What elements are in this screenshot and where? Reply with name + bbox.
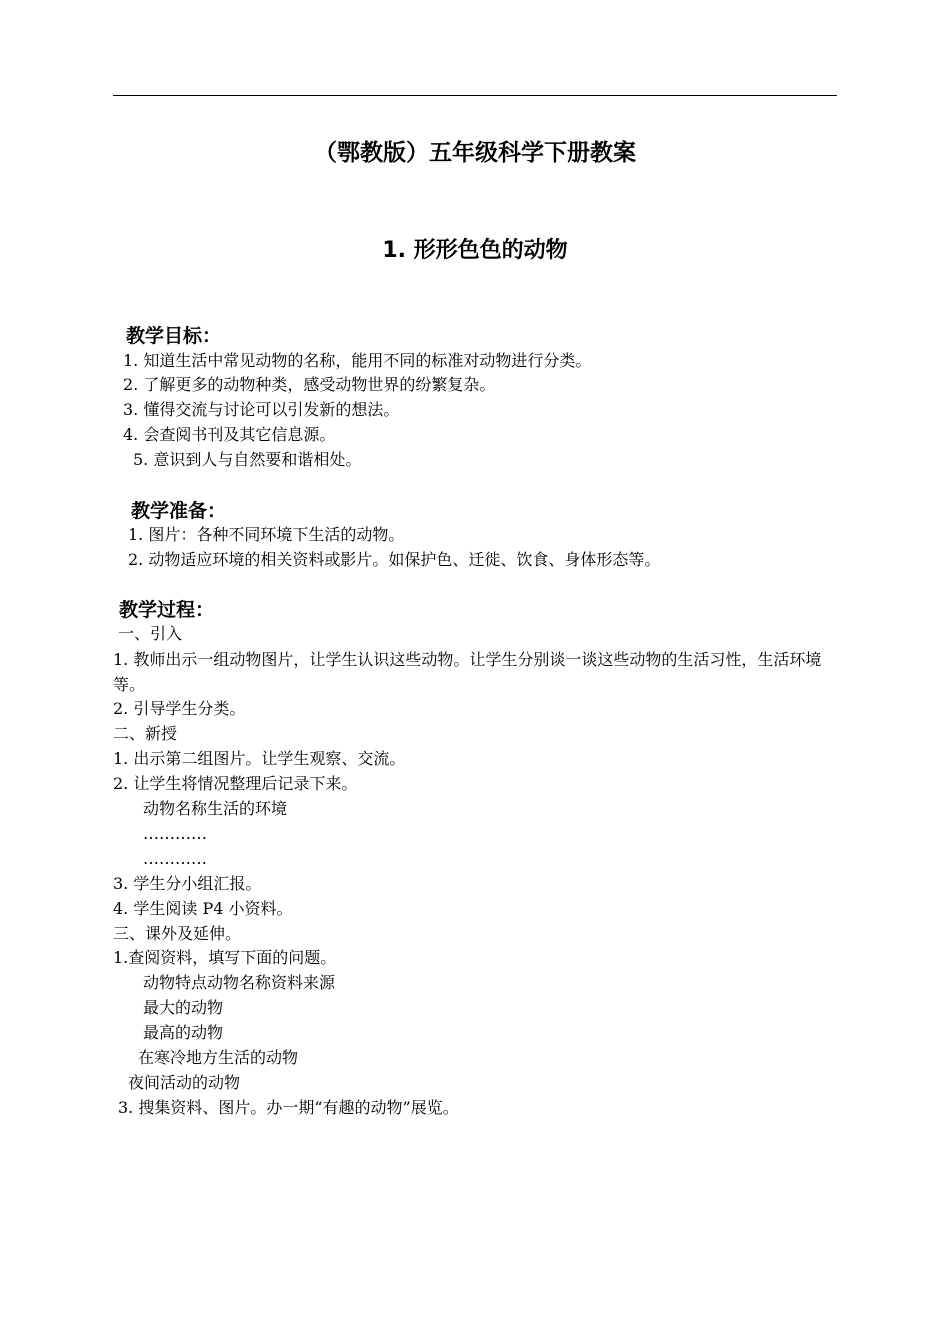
goal-item-2: 2. 了解更多的动物种类，感受动物世界的纷繁复杂。 [123, 375, 496, 394]
record-table-header: 动物名称生活的环境 [143, 799, 288, 818]
goal-item-1: 1. 知道生活中常见动物的名称，能用不同的标准对动物进行分类。 [123, 351, 592, 370]
extension-row-1: 最大的动物 [143, 998, 224, 1017]
intro-step-1: 1. 教师出示一组动物图片，让学生认识这些动物。让学生分别谈一谈这些动物的生活习性，生活环境等。 [113, 650, 822, 694]
extension-title: 三、课外及延伸。 [113, 924, 242, 943]
goal-item-5: 5. 意识到人与自然要和谐相处。 [133, 450, 362, 469]
header-rule [113, 95, 837, 96]
document-title: （鄂教版）五年级科学下册教案 [314, 140, 636, 166]
extension-step-1: 1.查阅资料，填写下面的问题。 [113, 948, 337, 967]
lesson-title: 1. 形形色色的动物 [382, 238, 568, 263]
new-step-1: 1. 出示第二组图片。让学生观察、交流。 [113, 749, 406, 768]
intro-step-2: 2. 引导学生分类。 [113, 699, 246, 718]
goal-item-4: 4. 会查阅书刊及其它信息源。 [123, 425, 336, 444]
new-step-2: 2. 让学生将情况整理后记录下来。 [113, 774, 358, 793]
preparation-heading: 教学准备： [131, 500, 227, 522]
preparation-item-2: 2. 动物适应环境的相关资料或影片。如保护色、迁徙、饮食、身体形态等。 [128, 550, 661, 569]
goals-heading: 教学目标： [126, 325, 222, 347]
record-dots-2: ………… [143, 849, 207, 868]
intro-title: 一、引入 [118, 624, 183, 643]
preparation-item-1: 1. 图片：各种不同环境下生活的动物。 [128, 525, 405, 544]
extension-row-2: 最高的动物 [143, 1023, 224, 1042]
new-step-4: 4. 学生阅读 P4 小资料。 [113, 899, 293, 918]
new-title: 二、新授 [113, 724, 178, 743]
record-dots-1: ………… [143, 824, 207, 843]
process-heading: 教学过程： [119, 599, 215, 621]
new-step-3: 3. 学生分小组汇报。 [113, 874, 262, 893]
extension-step-3: 3. 搜集资料、图片。办一期“有趣的动物”展览。 [118, 1098, 459, 1117]
extension-row-4: 夜间活动的动物 [128, 1073, 241, 1092]
goal-item-3: 3. 懂得交流与讨论可以引发新的想法。 [123, 400, 400, 419]
extension-table-header: 动物特点动物名称资料来源 [143, 973, 336, 992]
extension-row-3: 在寒冷地方生活的动物 [138, 1048, 299, 1067]
